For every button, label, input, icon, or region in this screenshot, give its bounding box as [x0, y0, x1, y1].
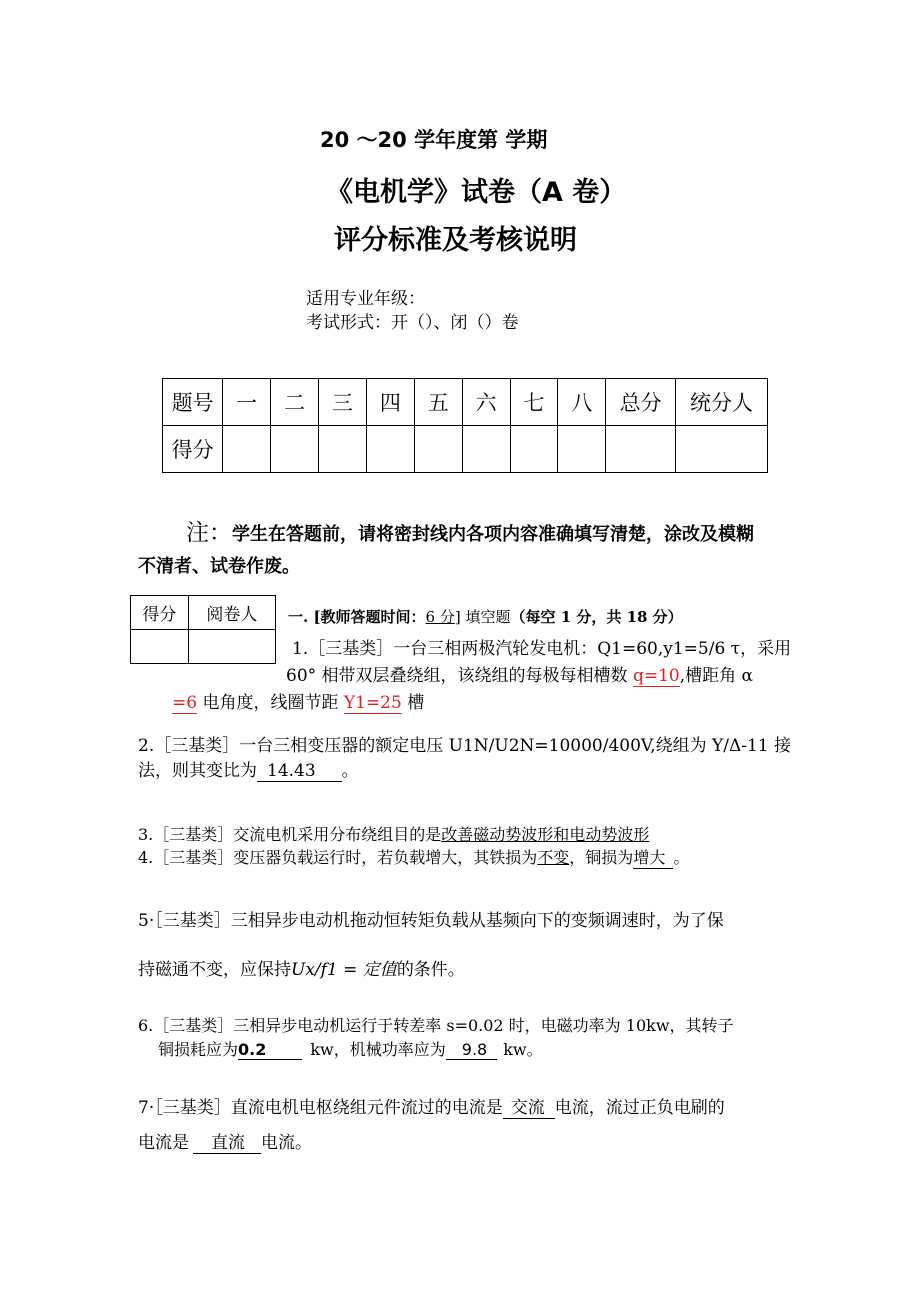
- q1-line-2-text-b: ,槽距角 α: [679, 666, 754, 686]
- q2-answer: 14.43: [257, 761, 342, 782]
- q5-line-2-text-b: 的条件。: [396, 960, 465, 980]
- q1-answer-alpha: =6: [172, 693, 198, 713]
- q5-line-1: 5·［三基类］三相异步电动机拖动恒转矩负载从基频向下的变频调速时，为了保: [138, 911, 724, 931]
- score-header-cell: 二: [271, 379, 319, 426]
- q6-line-2: [158, 1037, 543, 1060]
- section-1-prefix: 一. [教师答题时间：: [288, 608, 426, 626]
- grader-score-cell[interactable]: [131, 630, 189, 664]
- score-header-row: [163, 379, 768, 426]
- q3-answer-1: 改善磁动势波形: [441, 825, 554, 844]
- score-cell[interactable]: [606, 426, 676, 473]
- score-cell[interactable]: [510, 426, 558, 473]
- q1-line-3-text: 电角度，线圈节距: [197, 693, 344, 713]
- score-header-cell: 三: [319, 379, 367, 426]
- q6-answer-1: 0.2: [238, 1040, 302, 1060]
- q7-answer-2: 直流: [193, 1128, 261, 1154]
- q6-line-2-text-c: kw。: [503, 1040, 543, 1059]
- section-1-note: （每空 1 分，共 18 分）: [510, 608, 683, 626]
- q5-line-2: [138, 955, 465, 980]
- exam-subtitle: 评分标准及考核说明: [334, 225, 577, 256]
- score-header-cell: 五: [414, 379, 462, 426]
- q3-text: 3.［三基类］交流电机采用分布绕组目的是: [138, 825, 442, 844]
- q1-answer-y: Y1=25: [343, 693, 402, 713]
- q2-line-2: [138, 756, 359, 782]
- grader-score-label: 得分: [131, 596, 189, 630]
- q7-line-2-text-b: 电流。: [261, 1133, 312, 1153]
- q7-line-1: [138, 1093, 725, 1119]
- notice-mark: 注：: [186, 520, 232, 546]
- q7-answer-1: 交流: [503, 1093, 555, 1119]
- q4-answer-1: 不变: [537, 848, 570, 867]
- q1-line-2-text: 60° 相带双层叠绕组，该绕组的每极每相槽数: [286, 666, 633, 686]
- q1-line-2: [286, 661, 753, 687]
- score-header-cell: 一: [223, 379, 271, 426]
- notice-text-1: 学生在答题前，请将密封线内各项内容准确填写清楚，涂改及模糊: [232, 524, 754, 545]
- score-cell[interactable]: [319, 426, 367, 473]
- q6-line-2-text: 铜损耗应为: [158, 1040, 239, 1059]
- major-label: 适用专业年级：: [306, 289, 425, 309]
- q5-line-2-text: 持磁通不变，应保持: [138, 960, 291, 980]
- notice-text-2: 不清者、试卷作废。: [138, 556, 300, 577]
- score-header-cell: 七: [510, 379, 558, 426]
- q4-line: [138, 845, 689, 869]
- score-header-cell: 八: [558, 379, 606, 426]
- q3-answer-2: 电动势波形: [569, 825, 650, 844]
- score-row-label: 得分: [163, 426, 223, 473]
- q3-conj: 和: [553, 825, 570, 844]
- notice-line-1: [186, 514, 754, 547]
- q1-line-1: 1.［三基类］一台三相两极汽轮发电机：Q1=60,y1=5/6 τ，采用: [292, 639, 792, 659]
- exam-form: 考试形式：开（）、闭（）卷: [306, 313, 519, 333]
- score-cell[interactable]: [366, 426, 414, 473]
- score-cell[interactable]: [271, 426, 319, 473]
- q1-line-3: [172, 688, 424, 714]
- q2-line-1: 2.［三基类］一台三相变压器的额定电压 U1N/U2N=10000/400V,绕组为 Y/Δ-11 接: [138, 736, 792, 756]
- q4-text-a: 4.［三基类］变压器负载运行时，若负载增大，其铁损为: [138, 848, 538, 867]
- q2-line-2-text: 法，则其变比为: [138, 761, 257, 781]
- score-cell[interactable]: [462, 426, 510, 473]
- year-line: 20 ～20 学年度第 学期: [320, 128, 548, 152]
- score-value-row: [163, 426, 768, 473]
- grader-table: [130, 595, 276, 664]
- section-1-suffix: ] 填空题: [454, 608, 511, 626]
- score-cell[interactable]: [558, 426, 606, 473]
- q3-line: [138, 822, 649, 845]
- q6-line-1: 6.［三基类］三相异步电动机运行于转差率 s=0.02 时，电磁功率为 10kw，其转子: [138, 1016, 734, 1035]
- score-header-cell: 总分: [606, 379, 676, 426]
- section-1-header: [288, 606, 683, 627]
- exam-title: 《电机学》试卷（A 卷）: [326, 177, 627, 208]
- score-header-cell: 统分人: [676, 379, 768, 426]
- grader-name-cell[interactable]: [188, 630, 275, 664]
- section-1-time: 6 分: [425, 608, 455, 626]
- score-header-cell: 题号: [163, 379, 223, 426]
- score-header-cell: 六: [462, 379, 510, 426]
- grader-name-label: 阅卷人: [188, 596, 275, 630]
- q6-answer-2: 9.8: [446, 1040, 497, 1060]
- score-cell[interactable]: [676, 426, 768, 473]
- q5-formula: Ux/f1 = 定值: [291, 960, 397, 980]
- q7-line-1-text: 7·［三基类］直流电机电枢绕组元件流过的电流是: [138, 1098, 503, 1118]
- q7-line-2: [138, 1128, 312, 1154]
- q4-text-c: 。: [673, 848, 690, 867]
- score-header-cell: 四: [366, 379, 414, 426]
- q7-line-2-text: 电流是: [138, 1133, 189, 1153]
- q6-line-2-text-b: kw，机械功率应为: [310, 1040, 446, 1059]
- q2-line-2-text-b: 。: [341, 761, 359, 781]
- score-table: [162, 378, 768, 473]
- q1-line-3-text-b: 槽: [401, 693, 425, 713]
- q7-line-1-text-b: 电流，流过正负电刷的: [554, 1098, 725, 1118]
- q1-answer-q: q=10: [632, 666, 680, 686]
- score-cell[interactable]: [223, 426, 271, 473]
- q4-answer-2: 增大: [633, 845, 673, 869]
- score-cell[interactable]: [414, 426, 462, 473]
- q4-text-b: ，铜损为: [569, 848, 634, 867]
